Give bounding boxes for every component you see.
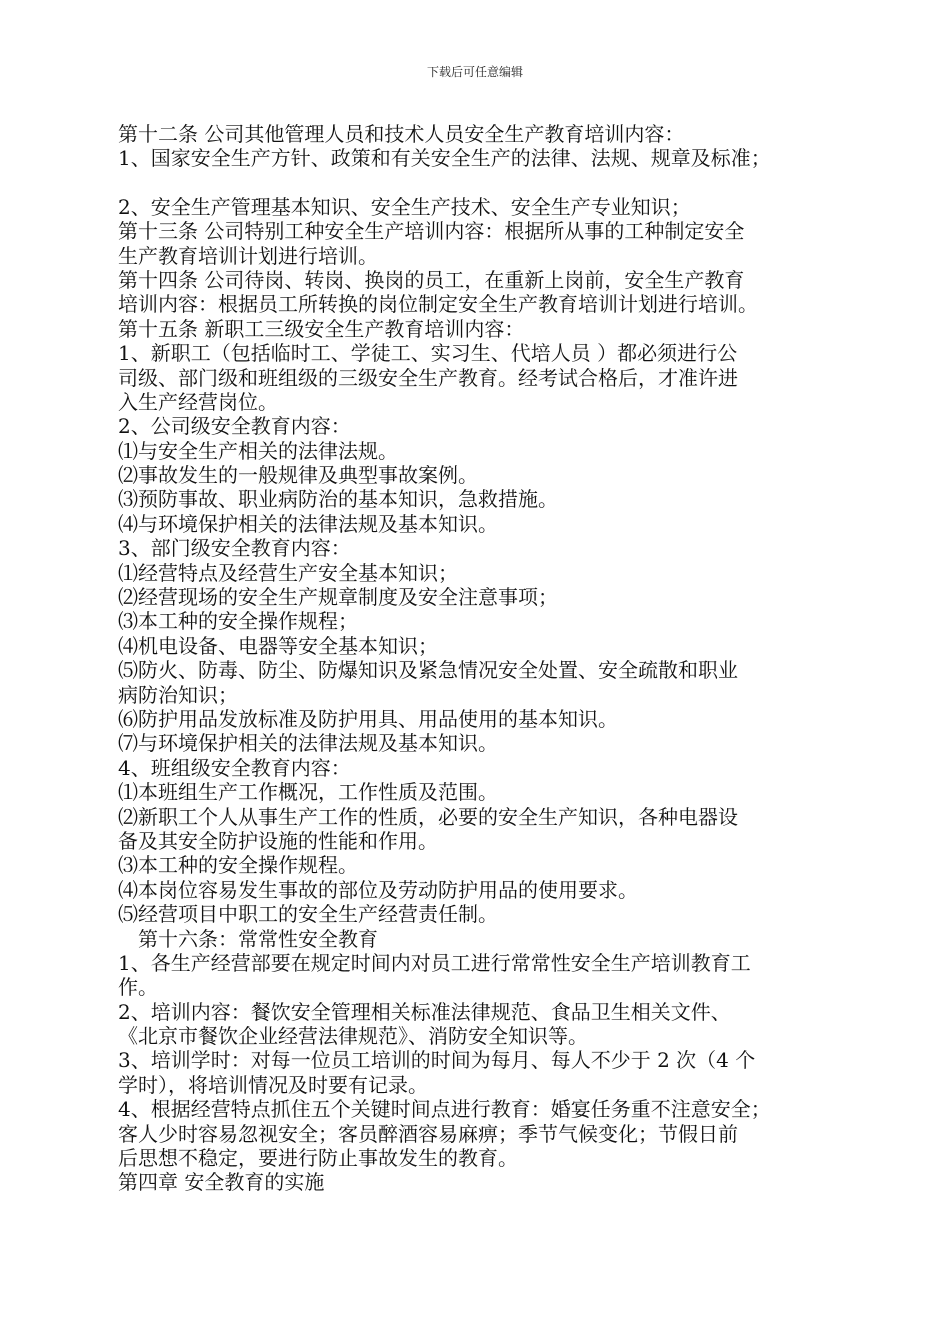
department-level-item-5-line-1: ⑸防火、防毒、防尘、防爆知识及紧急情况安全处置、安全疏散和职业	[118, 658, 738, 683]
article-15-item-1-line-1: 1、新职工（包括临时工、学徒工、实习生、代培人员 ）都必须进行公	[118, 341, 738, 366]
article-16-item-4-line-2: 客人少时容易忽视安全；客员醉酒容易麻痹；季节气候变化；节假日前	[118, 1121, 738, 1146]
department-level-item-6: ⑹防护用品发放标准及防护用具、用品使用的基本知识。	[118, 706, 618, 731]
team-level-item-1: ⑴本班组生产工作概况，工作性质及范围。	[118, 780, 498, 805]
article-15-item-1-line-3: 入生产经营岗位。	[118, 389, 278, 414]
company-level-item-4: ⑷与环境保护相关的法律法规及基本知识。	[118, 511, 498, 536]
company-level-heading: 2、公司级安全教育内容：	[118, 414, 351, 439]
team-level-item-4: ⑷本岗位容易发生事故的部位及劳动防护用品的使用要求。	[118, 877, 638, 902]
department-level-heading: 3、部门级安全教育内容：	[118, 536, 351, 561]
department-level-item-7: ⑺与环境保护相关的法律法规及基本知识。	[118, 731, 498, 756]
department-level-item-3: ⑶本工种的安全操作规程；	[118, 609, 358, 634]
team-level-item-2-line-2: 备及其安全防护设施的性能和作用。	[118, 828, 438, 853]
article-14-line-1: 第十四条 公司待岗、转岗、换岗的员工，在重新上岗前，安全生产教育	[118, 267, 745, 292]
document-body	[118, 122, 838, 1195]
article-16-heading: 第十六条：常常性安全教育	[138, 926, 378, 951]
article-16-item-4-line-3: 后思想不稳定，要进行防止事故发生的教育。	[118, 1146, 518, 1171]
article-16-item-3-line-1: 3、培训学时：对每一位员工培训的时间为每月、每人不少于 2 次（4 个	[118, 1048, 756, 1073]
article-16-item-3-line-2: 学时），将培训情况及时要有记录。	[118, 1072, 428, 1097]
article-16-item-1-line-2: 作。	[118, 975, 158, 1000]
article-16-item-2-line-1: 2、培训内容：餐饮安全管理相关标准法律规范、食品卫生相关文件、	[118, 999, 731, 1024]
company-level-item-3: ⑶预防事故、职业病防治的基本知识，急救措施。	[118, 487, 558, 512]
page-header: 下载后可任意编辑	[426, 65, 523, 79]
chapter-4-heading: 第四章 安全教育的实施	[118, 1170, 325, 1195]
article-12-heading: 第十二条 公司其他管理人员和技术人员安全生产教育培训内容：	[118, 122, 685, 146]
article-15-heading: 第十五条 新职工三级安全生产教育培训内容：	[118, 316, 525, 341]
company-level-item-2: ⑵事故发生的一般规律及典型事故案例。	[118, 463, 478, 488]
article-16-item-1-line-1: 1、各生产经营部要在规定时间内对员工进行常常性安全生产培训教育工	[118, 950, 751, 975]
article-16-item-2-line-2: 《北京市餐饮企业经营法律规范》、消防安全知识等。	[118, 1024, 588, 1049]
team-level-item-5: ⑸经营项目中职工的安全生产经营责任制。	[118, 902, 498, 927]
article-16-item-4-line-1: 4、根据经营特点抓住五个关键时间点进行教育：婚宴任务重不注意安全；	[118, 1097, 771, 1122]
article-12-item-1: 1、国家安全生产方针、政策和有关安全生产的法律、法规、规章及标准；	[118, 146, 771, 171]
article-12-item-2: 2、安全生产管理基本知识、安全生产技术、安全生产专业知识；	[118, 194, 691, 219]
department-level-item-2: ⑵经营现场的安全生产规章制度及安全注意事项；	[118, 585, 558, 610]
team-level-item-2-line-1: ⑵新职工个人从事生产工作的性质，必要的安全生产知识，各种电器设	[118, 804, 738, 829]
article-13-line-2: 生产教育培训计划进行培训。	[118, 243, 378, 268]
company-level-item-1: ⑴与安全生产相关的法律法规。	[118, 438, 398, 463]
department-level-item-4: ⑷机电设备、电器等安全基本知识；	[118, 633, 438, 658]
article-14-line-2: 培训内容：根据员工所转换的岗位制定安全生产教育培训计划进行培训。	[118, 292, 758, 317]
department-level-item-1: ⑴经营特点及经营生产安全基本知识；	[118, 560, 458, 585]
department-level-item-5-line-2: 病防治知识；	[118, 682, 238, 707]
team-level-heading: 4、班组级安全教育内容：	[118, 755, 351, 780]
article-13-line-1: 第十三条 公司特别工种安全生产培训内容：根据所从事的工种制定安全	[118, 219, 745, 244]
team-level-item-3: ⑶本工种的安全操作规程。	[118, 853, 358, 878]
article-15-item-1-line-2: 司级、部门级和班组级的三级安全生产教育。经考试合格后，才准许进	[118, 365, 738, 390]
